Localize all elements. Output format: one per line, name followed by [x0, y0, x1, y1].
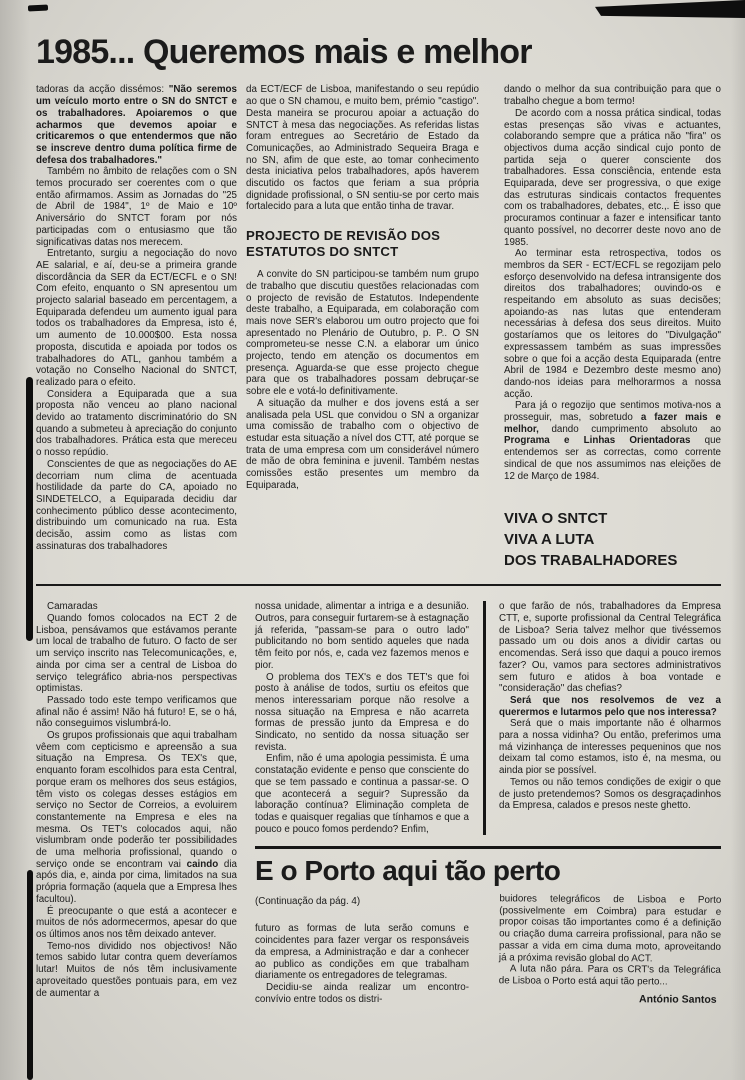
article-column [36, 84, 237, 571]
ink-bar-artifact [27, 870, 33, 1080]
page-title: 1985... Queremos mais e melhor [36, 33, 532, 71]
paragraph: Decidiu-se ainda realizar um encontro-convívio entre todos os distri- [255, 981, 469, 1005]
slogan-line: DOS TRABALHADORES [504, 552, 678, 570]
letter-column [255, 601, 469, 835]
text-run: dando cumprimento absoluto ao [538, 423, 721, 435]
paragraph: Temos ou não temos condições de exigir o que de justo pretendemos? Somos os desgraçadinhos da Empresa, calados e presos neste ghetto. [499, 776, 721, 812]
article-column-body [255, 923, 469, 1005]
section-heading: PROJECTO DE REVISÃO DOS ESTATUTOS DO SNTCT [246, 228, 441, 260]
paragraph: Quando fomos colocados na ECT 2 de Lisboa, pensávamos que estávamos perante um local de trabalho de futuro. O facto de ser um serviço inscrito nas Telecomunicações, e, ainda por cima ser a central de Lisboa do serviço telegráfico abria-nos perspectivas optimistas. [36, 613, 237, 695]
paragraph: Temo-nos dividido nos objectivos! Não temos sabido lutar contra quem deveríamos lutar! Muitos de nós têm inclusivamente aproveitado questões pontuais para, em vez de aumentar a [36, 940, 237, 999]
ink-blob-artifact [595, 0, 745, 18]
bold-text-run: Programa e Linhas Orientadoras [504, 435, 691, 447]
paragraph: Considera a Equiparada que a sua proposta não venceu ao plano nacional devido ao tratamento discriminatório do SN quando a submeteu à apreciação do conjunto dos trabalhadores. Prática esta que mereceu o nosso repúdio. [36, 388, 237, 459]
article-porto-tao-perto [255, 846, 721, 1005]
paragraph: Passado todo este tempo verificamos que afinal não é assim! Não há futuro! E, se o há, não conseguimos vislumbrá-lo. [36, 694, 237, 730]
paragraph: É preocupante o que está a acontecer e muitos de nós adormecermos, apesar do que os últimos anos nos têm deixado antever. [36, 905, 237, 940]
text-run: que entendemos ser as correctas, como corrente sindical de que nos assumimos nas eleições de 12 de Março de 1984. [504, 435, 721, 482]
author-signature: António Santos [639, 992, 717, 1006]
paragraph: Camaradas [47, 601, 98, 613]
letter-column [36, 601, 237, 1005]
bold-text-run: "Não seremos um veículo morto entre o SN do SNTCT e os trabalhadores. Apoiaremos o que acharmos que devemos apoiar e criticaremos o que entendermos que não se inscreve dentro duma política firme de defesa dos trabalhadores." [36, 84, 237, 166]
paragraph: A situação da mulher e dos jovens está a ser analisada pela USL que convidou o SN a organizar uma comissão de trabalho com o objectivo de estudar esta situação a nível dos CTT, até porque se trata de uma empresa com um considerável número de mão de obra feminina e juvenil. Também nestas comissões estão presentes um membro da Equiparada, [246, 397, 479, 491]
paragraph: Enfim, não é uma apologia pessimista. É uma constatação evidente e penso que consciente do que se tem passado e continua a passar-se. O que acontecerá a seguir? Supressão da laboração contínua? Eliminação completa de todas e quaisquer regalias que tínhamos e que a pouco e pouco fomos perdendo? Enfim, [255, 753, 469, 835]
paragraph [36, 84, 237, 166]
scan-edge-shadow [731, 0, 745, 1080]
article-headline: E o Porto aqui tão perto [255, 855, 561, 887]
ink-bar-artifact [26, 377, 33, 641]
article-column [246, 84, 479, 571]
bold-text-run: a fazer mais e melhor, [504, 412, 721, 435]
text-run: tadoras da acção dissémos: [36, 84, 169, 96]
paragraph: o que farão de nós, trabalhadores da Empresa CTT, e, suporte profissional da Central Telegráfica de Lisboa? Seria talvez melhor que tivéssemos passado um ou dois anos a dividir cartas ou encomendas. Será isso que daqui a pouco iremos fazer? Ou, vamos para sectores administrativos sem futuro e atidos à boa vontade e "consideração" das chefias? [499, 601, 721, 695]
section-divider-rule [36, 584, 721, 586]
text-run: Os grupos profissionais que aqui trabalham vêem com cepticismo e apreensão a sua situação na Empresa. Os TEX's que, enquanto foram escolhidos para esta Central, porque eram os melhores dos seus estágios, têm visto os colegas desses estágios em serviço no Sector de Correios, a evoluirem constantemente na Empresa e eles na mesma. Os TET's colocados aqui, não vislumbram onde poderão ter possibilidades de uma melhoria profissional, quando o serviço onde se encontram vai [36, 730, 237, 870]
paragraph: da ECT/ECF de Lisboa, manifestando o seu repúdio ao que o SN chamou, e muito bem, prémio "castigo". Desta maneira se procurou apoiar a actuação do SNTCT à mesa das negociações. As referidas listas foram entregues ao Secretário de Estado da Comunicações, ao Administrado Sequeira Braga e no SN, afim de que este, ao tomar conhecimento desta iniciativa pelos trabalhadores, após haverem discutido os factos que feriam a sua própria dignidade profissional, o SN sentiu-se por certo mais fortalecido para a luta que então tinha de travar. [246, 84, 479, 213]
paragraph: O problema dos TEX's e dos TET's que foi posto à análise de todos, surtiu os efeitos que menos interessariam porque não resolve a nossa situação na Empresa e não acarreta formas de pressão junto da Empresa e do Sindicato, no sentido da nossa situação ser revista. [255, 671, 469, 753]
paragraph: Também no âmbito de relações com o SN temos procurado ser coerentes com o que então afirmamos. Assim as Jornadas do "25 de Abril de 1984", 1º de Maio e 10º Aniversário do SNTCT foram por nós participadas com o entusiasmo que tão significativas datas nos merecem. [36, 166, 237, 248]
text-run: Para já o regozijo que sentimos motiva-nos a prosseguir, mas, sobretudo [504, 400, 721, 424]
paragraph: Ao terminar esta retrospectiva, todos os membros da SER - ECT/ECFL se regozijam pelo esforço desenvolvido na defesa intransigente dos direitos dos trabalhadores; ouvindo-os e respeitando em absoluto as suas decisões; apoiando-as nas lutas que entenderam necessárias à defesa dos seus direitos. Muito gostaríamos que os leitores do "Divulgação" expressassem também as suas impressões sobre o que foi a acção desta Equiparada (entre Abril de 1984 e Dezembro deste mesmo ano) dando-nos ideias para melhorarmos a nossa acção. [504, 248, 721, 400]
paragraph: dando o melhor da sua contribuição para que o trabalho chegue a bom termo! [504, 84, 721, 108]
ink-dash-artifact [28, 4, 48, 11]
porto-columns [255, 894, 721, 1006]
lower-right-region [255, 601, 721, 1005]
paragraph: A luta não pára. Para os CRT's da Telegráfica de Lisboa o Porto está aqui tão perto... [498, 963, 721, 988]
top-article-columns [36, 84, 721, 571]
paragraph [504, 400, 721, 482]
letter-columns [255, 601, 721, 835]
paragraph: Conscientes de que as negociações do AE decorriam num clima de acentuada hostilidade da parte do CA, apoiado no SINDETELCO, a Equiparada decidiu dar conhecimento público desse acontecimento, distribuindo um comunicado na rua. Esta decisão, assim como as listas com assinaturas dos trabalhadores [36, 458, 237, 552]
text-run: dia após dia, e, ainda por cima, limitados na sua própria formação (aquela que a Empresa lhes facultou). [36, 858, 238, 905]
letter-column [483, 601, 721, 835]
article-column [504, 84, 721, 571]
article-column-body [499, 893, 722, 988]
slogan-line: VIVA O SNTCT [504, 510, 608, 528]
paragraph: Será que o mais importante não é olharmos para a nossa vidinha? Ou então, preferimos uma má vizinhança de interesses pequeninos que nos deixam tal como estamos, isto é, na mesma, ou ainda pior se possível. [499, 718, 721, 777]
paragraph: buidores telegráficos de Lisboa e Porto (possivelmente em Coimbra) para estudar e propor coisas tão importantes como é a definição ou criação duma carreira profissional, para não se passar a vida em cima duma moto, aproveitando já a próxima revisão global do ACT. [498, 893, 722, 964]
bold-text-run: caindo [186, 858, 219, 870]
article-column [483, 893, 722, 1006]
paragraph: Entretanto, surgiu a negociação do novo AE salarial, e aí, deu-se a primeira grande discordância da SER da ECT/ECFL e o SN! Com efeito, enquanto o SN apresentou um projecto salarial baseado em percentagem, a Equiparada defendeu um aumento igual para todos os trabalhadores da Empresa, isto é, um aumento de 10.000$00. Esta nossa proposta, discutida e apoiada por todos os trabalhadores do ATL, ganhou também a votação no Conselho Nacional do SNTCT, realizado para o efeito. [36, 248, 237, 388]
article-column [255, 894, 469, 1006]
continuation-note: (Continuação da pág. 4) [255, 895, 361, 907]
article-1985-queremos-mais [36, 34, 721, 571]
paragraph: A convite do SN participou-se também num grupo de trabalho que discutiu questões relacionadas com o projecto de revisão de Estatutos. Independente deste trabalho, a Equiparada, em colaboração com mais nove SER's elaborou um outro projecto que foi apresentado no Plenário de Outubro, p. P.. O SN comprometeu-se nesse C.N. a elaborar um único projecto, tendo em atenção os documentos em presença. Aguarda-se que esse projecto chegue para que os trabalhadores possam debruçar-se sobre ele e votá-lo definitivamente. [246, 269, 479, 398]
paragraph: De acordo com a nossa prática sindical, todas estas presenças são vivas e actuantes, colaborando sempre que a prática não "fira" os objectivos duma acção sindical cujo ponto de partida seja o querer consciente dos trabalhadores. Essa consciência, entende esta Equiparada, deve ser progressiva, o que exige das estruturas sindicais contactos frequentes com os trabalhadores, debates, etc.,. É isso que procuramos continuar a fazer e intensificar tanto quanto possível, no decorrer deste novo ano de 1985. [504, 107, 721, 248]
slogan-line: VIVA A LUTA [504, 531, 595, 549]
lower-region [36, 601, 721, 1005]
paragraph: Será que nos resolvemos de vez a querermos e lutarmos pelo que nos interessa? [499, 694, 721, 718]
paragraph [36, 730, 237, 906]
paragraph: futuro as formas de luta serão comuns e coincidentes para fazer vergar os responsáveis da empresa, a Administração e dar a conhecer ao publico as condições em que trabalham diariamente os entregadores de telegramas. [255, 923, 469, 982]
paragraph: nossa unidade, alimentar a intriga e a desunião. Outros, para conseguir furtarem-se à estagnação já referida, "passam-se para o outro lado" publicitando no bom sentido aqueles que nada têm feito por nós, e, cada vez fazemos menos e pior. [255, 601, 470, 671]
